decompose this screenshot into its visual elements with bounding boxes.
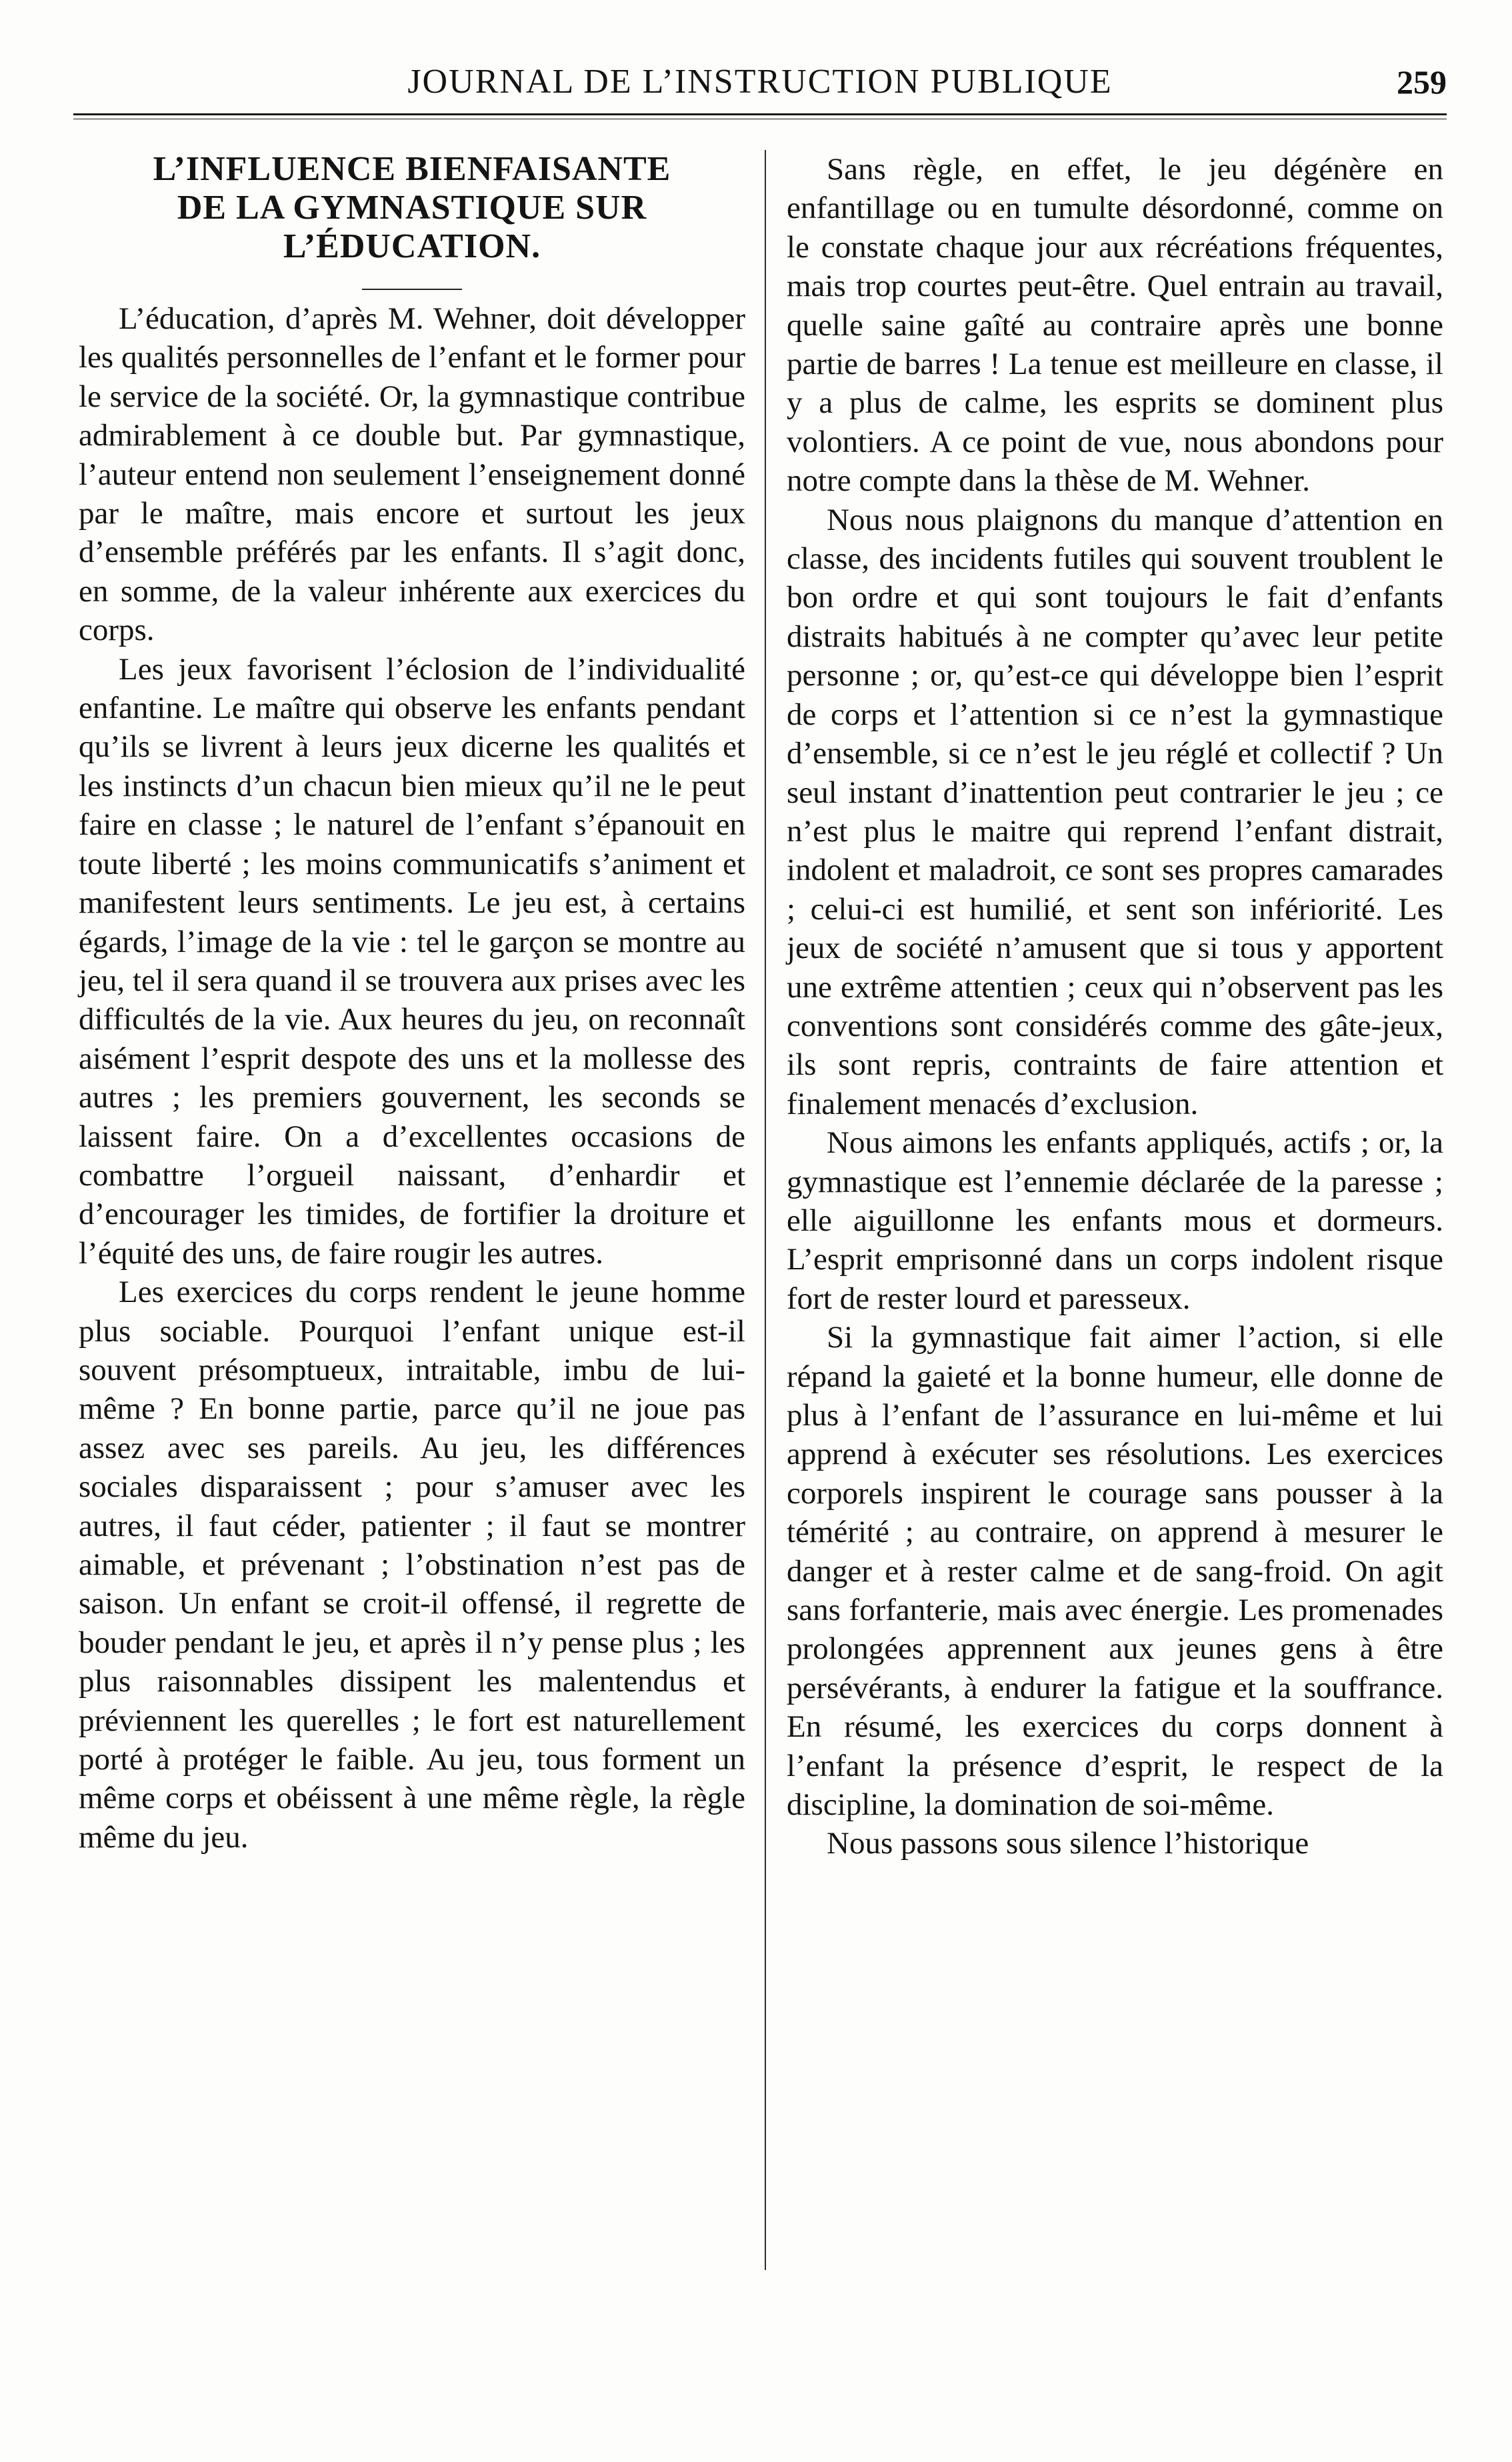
header-rule [73, 113, 1447, 115]
left-column [79, 150, 745, 1857]
article-title [79, 150, 745, 266]
article-title-line-1: L’INFLUENCE BIENFAISANTE [153, 150, 671, 188]
right-column [787, 150, 1443, 1863]
paragraph-left-3: Les exercices du corps rendent le jeune homme plus sociable. Pourquoi l’enfant unique est-il souvent présomptueux, intraitable, imbu de lui-même ? En bonne partie, parce qu’il ne joue pas assez avec ses pareils. Au jeu, les différences sociales disparaissent ; pour s’amuser avec les autres, il faut céder, patienter ; il faut se montrer aimable, et prévenant ; l’obstination n’est pas de saison. Un enfant se croit-il offensé, il regrette de bouder pendant le jeu, et après il n’y pense plus ; les plus raisonnables dissipent les malentendus et préviennent les querelles ; le fort est naturellement porté à protéger le faible. Au jeu, tous forment un même corps et obéissent à une même règle, la règle même du jeu. [79, 1275, 745, 1855]
column-divider [765, 150, 766, 2270]
paragraph-right-1: Sans règle, en effet, le jeu dégénère en enfantillage ou en tumulte désordonné, comme on le constate chaque jour aux récréations fréquentes, mais trop courtes peut-être. Quel entrain au travail, quelle saine gaîté au contraire après une bonne partie de barres ! La tenue est meilleure en classe, il y a plus de calme, les esprits se dominent plus volontiers. A ce point de vue, nous abondons pour notre compte dans la thèse de M. Wehner. [787, 152, 1443, 499]
article-title-line-3: L’ÉDUCATION. [283, 227, 541, 265]
title-separator-rule [362, 289, 462, 290]
paragraph-right-3: Nous aimons les enfants appliqués, actifs ; or, la gymnastique est l’ennemie déclarée de la paresse ; elle aiguillonne les enfants mous et dormeurs. L’esprit emprisonné dans un corps indolent risque fort de rester lourd et paresseux. [787, 1125, 1443, 1316]
running-title: JOURNAL DE L’INSTRUCTION PUBLIQUE [407, 63, 1113, 101]
paragraph-right-2: Nous nous plaignons du manque d’attention en classe, des incidents futiles qui souvent troublent le bon ordre et qui sont toujours le fait d’enfants distraits habitués à ne compter qu’avec leur petite personne ; or, qu’est-ce qui développe bien l’esprit de corps et l’attention si ce n’est la gymnastique d’ensemble, si ce n’est le jeu réglé et collectif ? Un seul instant d’inattention peut contrarier le jeu ; ce n’est plus le maitre qui reprend l’enfant distrait, indolent et maladroit, ce sont ses propres camarades ; celui-ci est humilié, et sent son infériorité. Les jeux de société n’amusent que si tous y apportent une extrême attentien ; ceux qui n’observent pas les conventions sont considérés comme des gâte-jeux, ils sont repris, contraints de faire attention et finalement menacés d’exclusion. [787, 502, 1443, 1121]
article-title-line-2: DE LA GYMNASTIQUE SUR [177, 189, 647, 227]
running-head [73, 59, 1447, 105]
paragraph-right-5: Nous passons sous silence l’historique [827, 1826, 1309, 1861]
paragraph-left-1: L’éducation, d’après M. Wehner, doit développer les qualités personnelles de l’enfant et le former pour le service de la société. Or, la gymnastique contribue admirablement à ce double but. Par gymnastique, l’auteur entend non seulement l’enseignement donné par le maître, mais encore et surtout les jeux d’ensemble préférés par les enfants. Il s’agit donc, en somme, de la valeur inhérente aux exercices du corps. [79, 301, 745, 648]
paragraph-left-2: Les jeux favorisent l’éclosion de l’individualité enfantine. Le maître qui observe les enfants pendant qu’ils se livrent à leurs jeux dicerne les qualités et les instincts d’un chacun bien mieux qu’il ne le peut faire en classe ; le naturel de l’enfant s’épanouit en toute liberté ; les moins communicatifs s’animent et manifestent leurs sentiments. Le jeu est, à certains égards, l’image de la vie : tel le garçon se montre au jeu, tel il sera quand il se trouvera aux prises avec les difficultés de la vie. Aux heures du jeu, on reconnaît aisément l’esprit despote des uns et la mollesse des autres ; les premiers gouvernent, les seconds se laissent faire. On a d’excellentes occasions de combattre l’orgueil naissant, d’enhardir et d’encourager les timides, de fortifier la droiture et l’équité des uns, de faire rougir les autres. [79, 651, 745, 1271]
page-number: 259 [1397, 63, 1447, 101]
paragraph-right-4: Si la gymnastique fait aimer l’action, si elle répand la gaieté et la bonne humeur, elle donne de plus à l’enfant de l’assurance en lui-même et lui apprend à exécuter ses résolutions. Les exercices corporels inspirent le courage sans pousser à la témérité ; au contraire, on apprend à mesurer le danger et à rester calme et de sang-froid. On agit sans forfanterie, mais avec énergie. Les promenades prolongées apprennent aux jeunes gens à être persévérants, à endurer la fatigue et la souffrance. En résumé, les exercices du corps donnent à l’enfant la présence d’esprit, le respect de la discipline, la domination de soi-même. [787, 1320, 1443, 1823]
